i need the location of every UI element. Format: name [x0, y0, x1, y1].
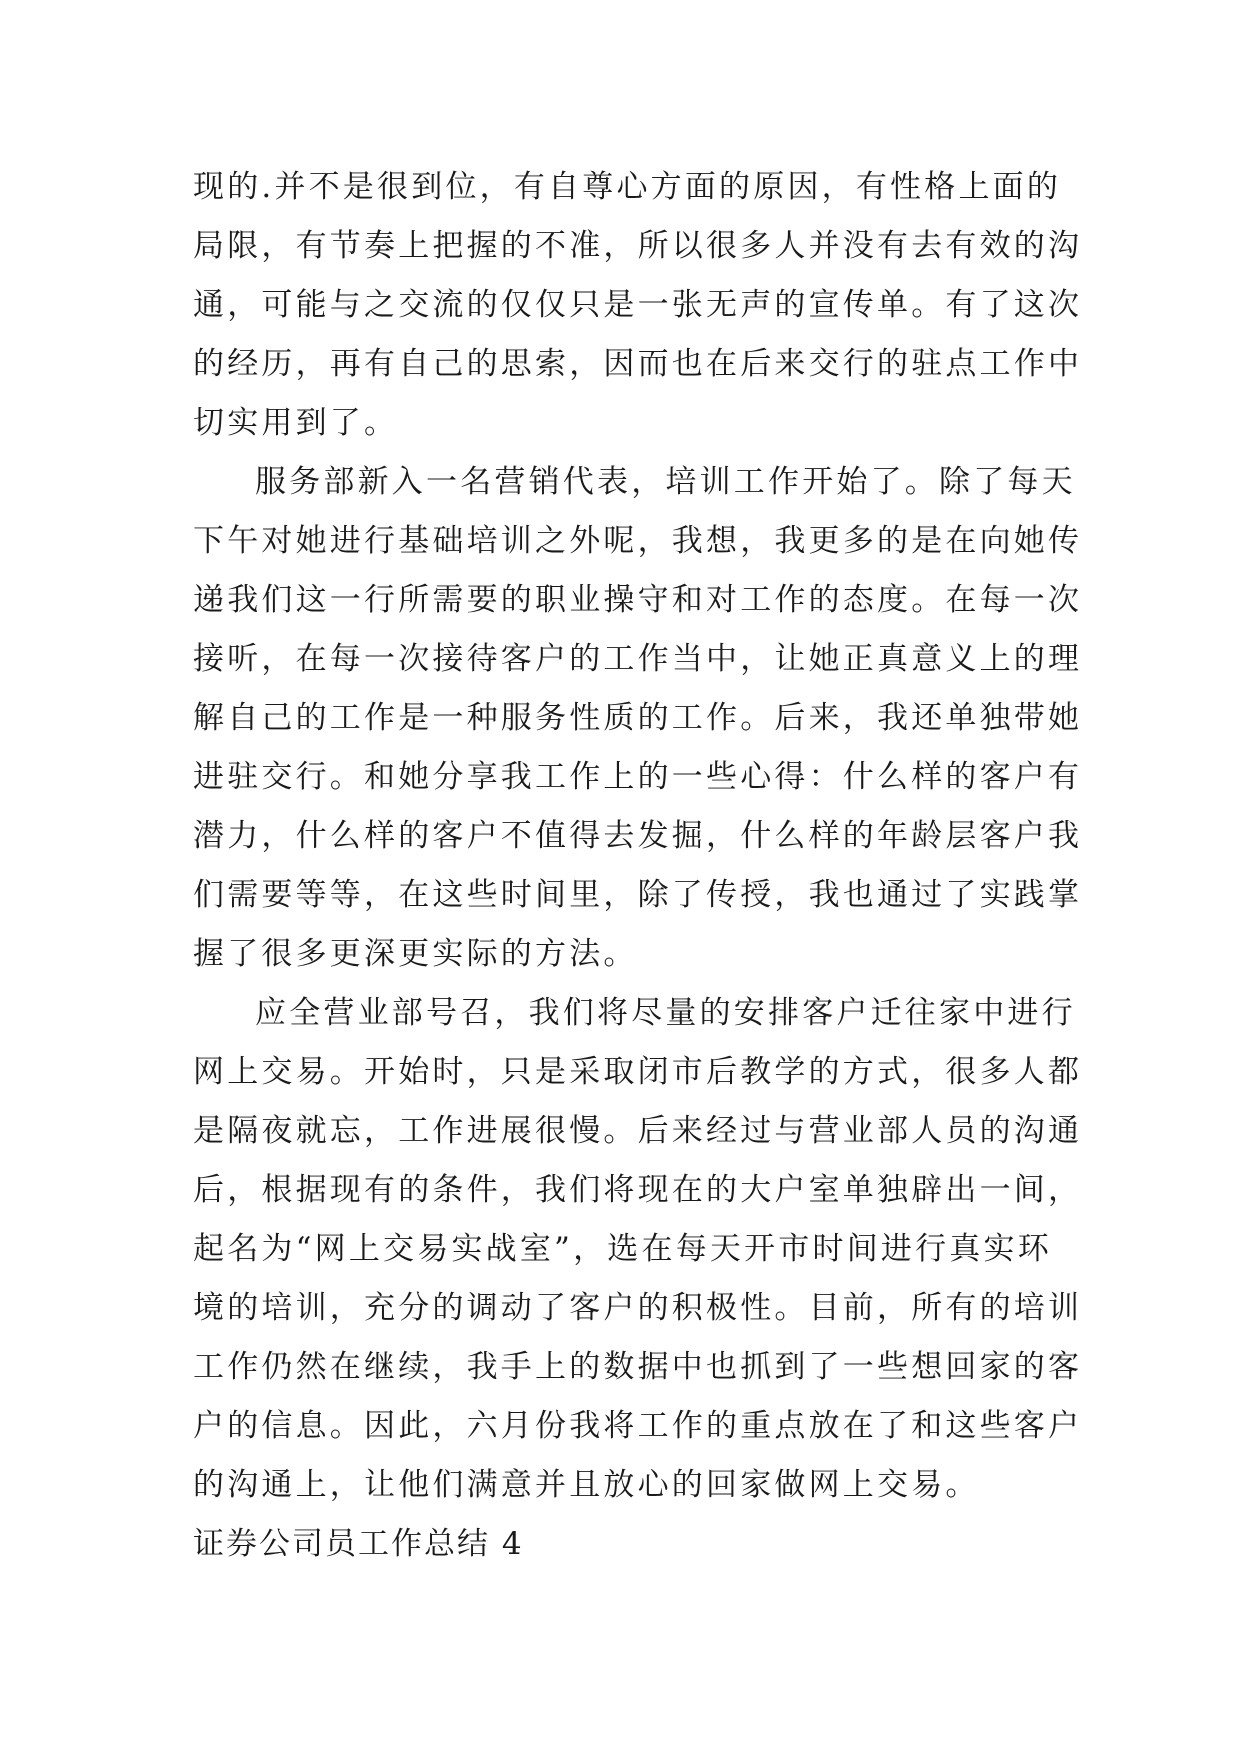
text-line: 通，可能与之交流的仅仅只是一张无声的宣传单。有了这次: [193, 287, 1083, 323]
text-line: 递我们这一行所需要的职业操守和对工作的态度。在每一次: [193, 582, 1083, 618]
text-line: 境的培训，充分的调动了客户的积极性。目前，所有的培训: [193, 1290, 1083, 1326]
text-line: 网上交易。开始时，只是采取闭市后教学的方式，很多人都: [193, 1054, 1083, 1090]
text-line: 握了很多更深更实际的方法。: [193, 936, 638, 972]
text-line: 应全营业部号召，我们将尽量的安排客户迁往家中进行: [255, 995, 1076, 1031]
text-line: 接听，在每一次接待客户的工作当中，让她正真意义上的理: [193, 641, 1083, 677]
document-body: [193, 158, 1083, 1574]
text-line: 潜力，什么样的客户不值得去发掘，什么样的年龄层客户我: [193, 818, 1083, 854]
text-line: 们需要等等，在这些时间里，除了传授，我也通过了实践掌: [193, 877, 1083, 913]
text-line: 服务部新入一名营销代表，培训工作开始了。除了每天: [255, 464, 1076, 500]
text-line: 局限，有节奏上把握的不准，所以很多人并没有去有效的沟: [193, 228, 1083, 264]
text-line: 进驻交行。和她分享我工作上的一些心得：什么样的客户有: [193, 759, 1083, 795]
text-line: 的沟通上，让他们满意并且放心的回家做网上交易。: [193, 1467, 980, 1503]
paragraph-3: [193, 984, 1083, 1515]
text-line: 的经历，再有自己的思索，因而也在后来交行的驻点工作中: [193, 346, 1083, 382]
paragraph-1: [193, 158, 1083, 453]
paragraph-2: [193, 453, 1083, 984]
text-line: 起名为“网上交易实战室”，选在每天开市时间进行真实环: [193, 1231, 1052, 1267]
text-line: 后，根据现有的条件，我们将现在的大户室单独辟出一间，: [193, 1172, 1083, 1208]
section-heading: 证券公司员工作总结 4: [193, 1526, 524, 1562]
text-line: 解自己的工作是一种服务性质的工作。后来，我还单独带她: [193, 700, 1083, 736]
text-line: 工作仍然在继续，我手上的数据中也抓到了一些想回家的客: [193, 1349, 1083, 1385]
text-line: 是隔夜就忘，工作进展很慢。后来经过与营业部人员的沟通: [193, 1113, 1083, 1149]
text-line: 现的.并不是很到位，有自尊心方面的原因，有性格上面的: [193, 169, 1062, 205]
text-line: 切实用到了。: [193, 405, 399, 441]
text-line: 户的信息。因此，六月份我将工作的重点放在了和这些客户: [193, 1408, 1083, 1444]
text-line: 下午对她进行基础培训之外呢，我想，我更多的是在向她传: [193, 523, 1083, 559]
